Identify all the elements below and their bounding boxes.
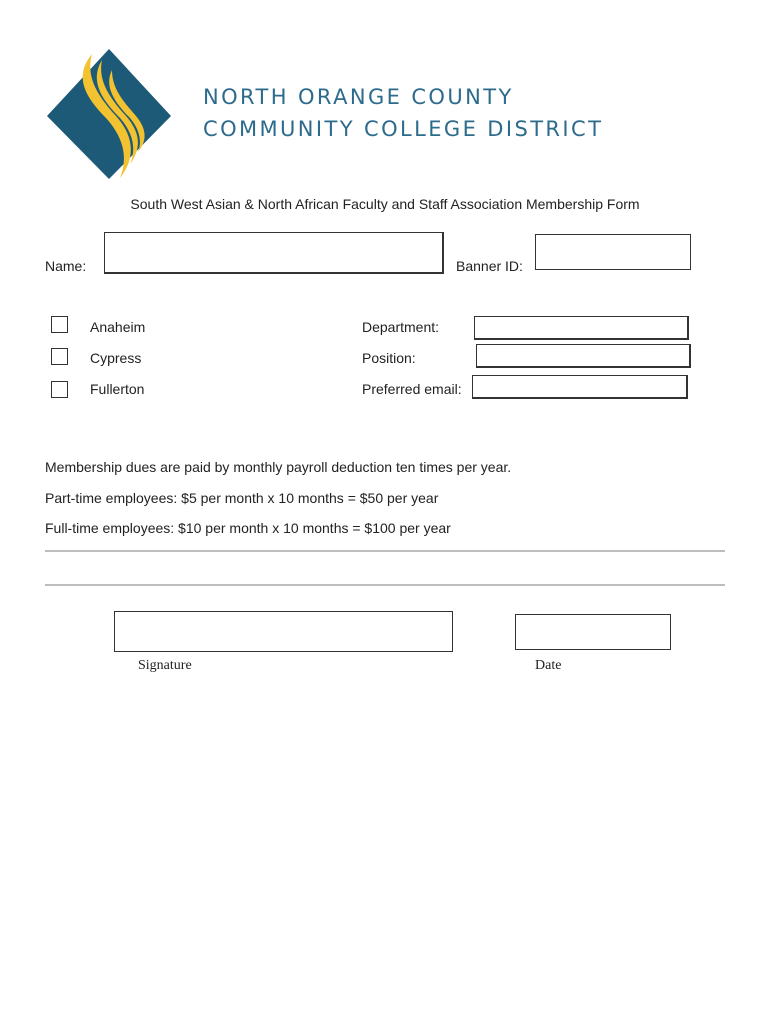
signature-label: Signature [138, 658, 192, 673]
divider-1 [45, 550, 725, 552]
name-label: Name: [45, 258, 87, 274]
org-name-line2: COMMUNITY COLLEGE DISTRICT [203, 117, 604, 141]
ncccd-logo [44, 46, 174, 181]
divider-2 [45, 584, 725, 586]
department-field[interactable] [474, 316, 689, 340]
campus-label-anaheim: Anaheim [90, 319, 146, 335]
campus-label-cypress: Cypress [90, 350, 142, 366]
checkbox-fullerton[interactable] [51, 381, 68, 398]
signature-field[interactable] [114, 611, 453, 652]
banner-id-field[interactable] [535, 234, 691, 270]
org-name-line1: NORTH ORANGE COUNTY [203, 85, 514, 109]
dues-line-3: Full-time employees: $10 per month x 10 months = $100 per year [45, 520, 451, 536]
banner-id-label: Banner ID: [456, 258, 523, 274]
checkbox-cypress[interactable] [51, 348, 68, 365]
position-label: Position: [362, 350, 416, 366]
dues-line-2: Part-time employees: $5 per month x 10 months = $50 per year [45, 490, 439, 506]
campus-label-fullerton: Fullerton [90, 381, 145, 397]
dues-line-1: Membership dues are paid by monthly payroll deduction ten times per year. [45, 459, 512, 475]
date-field[interactable] [515, 614, 671, 650]
position-field[interactable] [476, 344, 691, 368]
form-title: South West Asian & North African Faculty and Staff Association Membership Form [130, 196, 640, 212]
date-label: Date [535, 658, 562, 673]
department-label: Department: [362, 319, 440, 335]
name-field[interactable] [104, 232, 444, 274]
checkbox-anaheim[interactable] [51, 316, 68, 333]
email-field[interactable] [472, 375, 688, 399]
email-label: Preferred email: [362, 381, 462, 397]
